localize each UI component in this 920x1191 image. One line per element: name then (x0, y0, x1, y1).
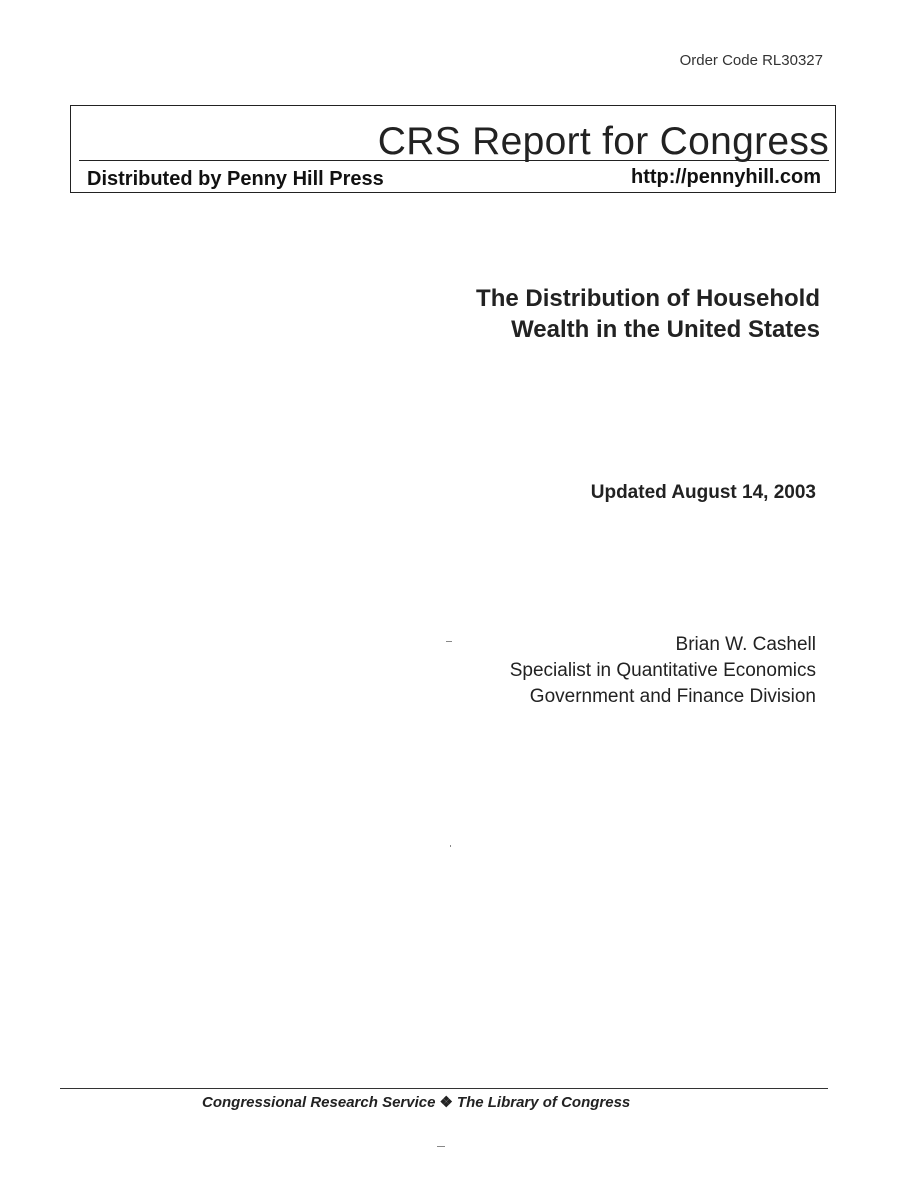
document-title-line-2: Wealth in the United States (511, 316, 820, 343)
report-series-title: CRS Report for Congress (377, 120, 829, 163)
order-code: Order Code RL30327 (679, 52, 823, 69)
report-header-box (70, 105, 836, 193)
author-division: Government and Finance Division (529, 686, 816, 707)
author-block (510, 632, 816, 710)
distributor-url: http://pennyhill.com (631, 166, 821, 188)
document-title-line-1: The Distribution of Household (476, 285, 820, 312)
footer-right-text: The Library of Congress (456, 1094, 631, 1111)
scan-speck (446, 641, 452, 642)
header-divider (79, 160, 829, 161)
author-name: Brian W. Cashell (675, 634, 816, 655)
footer-credit (202, 1093, 630, 1111)
footer-left-text: Congressional Research Service (202, 1094, 436, 1111)
scan-speck (450, 845, 451, 847)
document-title (476, 283, 820, 345)
author-position: Specialist in Quantitative Economics (509, 660, 816, 681)
scan-speck (437, 1146, 445, 1147)
updated-date: Updated August 14, 2003 (590, 482, 816, 503)
distributor-label: Distributed by Penny Hill Press (87, 168, 384, 190)
four-diamond-ornament-icon: ❖ (439, 1094, 453, 1111)
footer-divider (60, 1088, 828, 1089)
